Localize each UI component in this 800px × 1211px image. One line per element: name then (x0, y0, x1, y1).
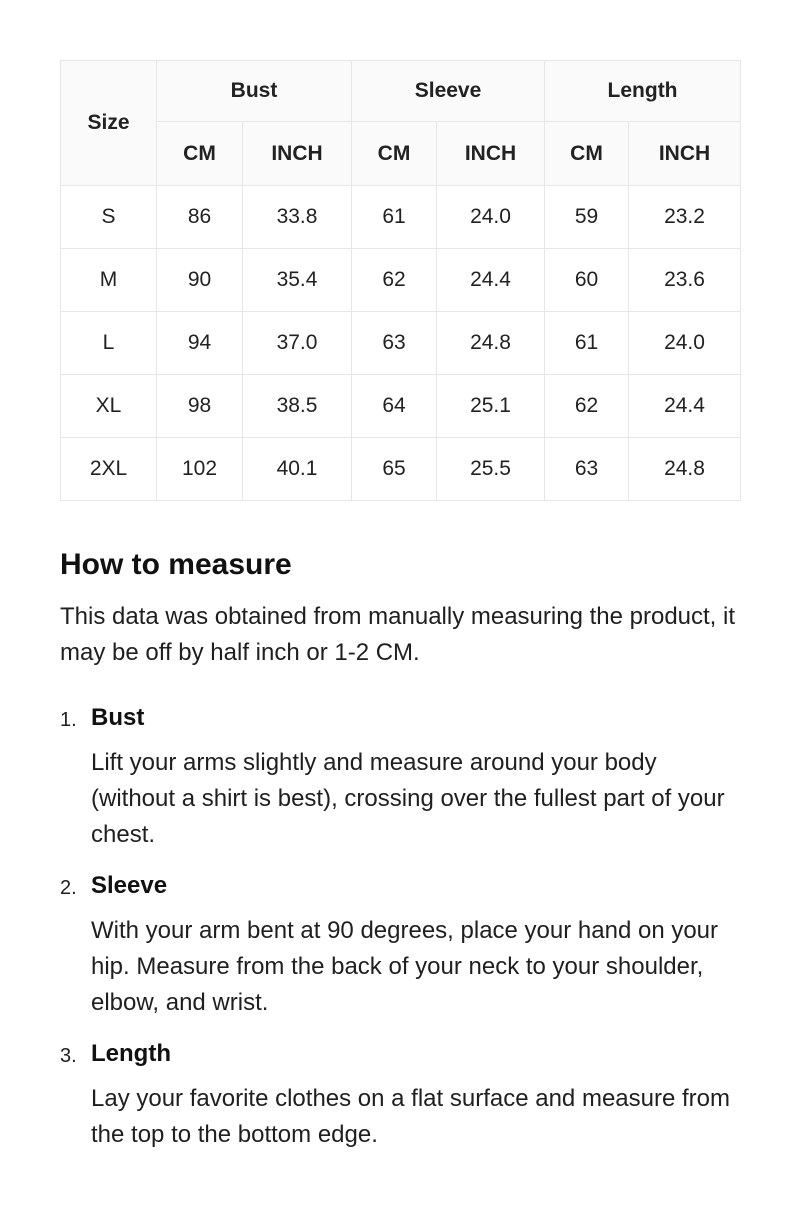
value-cell: 37.0 (243, 312, 352, 375)
value-cell: 63 (352, 312, 437, 375)
value-cell: 59 (545, 186, 629, 249)
value-cell: 40.1 (243, 438, 352, 501)
header-sleeve-inch: INCH (437, 122, 545, 186)
step-content (91, 703, 740, 853)
measure-steps-list (60, 703, 740, 1153)
step-description-sleeve: With your arm bent at 90 degrees, place your hand on your hip. Measure from the back of your neck to your shoulder, elbow, and wrist. (91, 917, 719, 1016)
measure-intro-paragraph: This data was obtained from manually measuring the product, it may be off by half inch or 1-2 CM. (60, 603, 736, 666)
table-row-xl (61, 375, 741, 438)
step-number: 2. (60, 877, 77, 899)
header-group-sleeve: Sleeve (352, 61, 545, 122)
value-cell: 90 (157, 249, 243, 312)
value-cell: 62 (545, 375, 629, 438)
step-content (91, 1039, 740, 1153)
list-item-bust (60, 703, 740, 853)
header-length-inch: INCH (629, 122, 741, 186)
value-cell: 60 (545, 249, 629, 312)
value-cell: 61 (545, 312, 629, 375)
value-cell: 25.5 (437, 438, 545, 501)
value-cell: 24.4 (437, 249, 545, 312)
header-bust-cm: CM (157, 122, 243, 186)
value-cell: 61 (352, 186, 437, 249)
value-cell: 33.8 (243, 186, 352, 249)
header-length-cm: CM (545, 122, 629, 186)
value-cell: 24.8 (437, 312, 545, 375)
table-row-2xl (61, 438, 741, 501)
table-row-m (61, 249, 741, 312)
value-cell: 65 (352, 438, 437, 501)
step-description-bust: Lift your arms slightly and measure around your body (without a shirt is best), crossing over the fullest part of your chest. (91, 749, 725, 848)
header-group-length: Length (545, 61, 741, 122)
value-cell: 64 (352, 375, 437, 438)
value-cell: 102 (157, 438, 243, 501)
value-cell: 24.0 (437, 186, 545, 249)
value-cell: 38.5 (243, 375, 352, 438)
size-chart-header (61, 61, 741, 186)
header-group-bust: Bust (157, 61, 352, 122)
how-to-measure-title: How to measure (60, 548, 292, 581)
size-cell: M (61, 249, 157, 312)
size-chart-table (60, 60, 741, 501)
value-cell: 23.6 (629, 249, 741, 312)
step-term-length: Length (91, 1040, 171, 1067)
step-content (91, 871, 740, 1021)
header-sleeve-cm: CM (352, 122, 437, 186)
value-cell: 24.4 (629, 375, 741, 438)
header-bust-inch: INCH (243, 122, 352, 186)
value-cell: 98 (157, 375, 243, 438)
size-chart-body (61, 186, 741, 501)
size-cell: S (61, 186, 157, 249)
table-row-s (61, 186, 741, 249)
value-cell: 86 (157, 186, 243, 249)
value-cell: 24.8 (629, 438, 741, 501)
value-cell: 24.0 (629, 312, 741, 375)
step-term-bust: Bust (91, 704, 145, 731)
value-cell: 25.1 (437, 375, 545, 438)
step-number: 1. (60, 709, 77, 731)
value-cell: 62 (352, 249, 437, 312)
table-row-l (61, 312, 741, 375)
value-cell: 23.2 (629, 186, 741, 249)
step-number: 3. (60, 1045, 77, 1067)
header-size: Size (61, 61, 157, 186)
size-cell: 2XL (61, 438, 157, 501)
list-item-length (60, 1039, 740, 1153)
value-cell: 35.4 (243, 249, 352, 312)
size-cell: XL (61, 375, 157, 438)
size-cell: L (61, 312, 157, 375)
step-description-length: Lay your favorite clothes on a flat surface and measure from the top to the bottom edge. (91, 1085, 730, 1148)
value-cell: 63 (545, 438, 629, 501)
value-cell: 94 (157, 312, 243, 375)
list-item-sleeve (60, 871, 740, 1021)
step-term-sleeve: Sleeve (91, 872, 168, 899)
